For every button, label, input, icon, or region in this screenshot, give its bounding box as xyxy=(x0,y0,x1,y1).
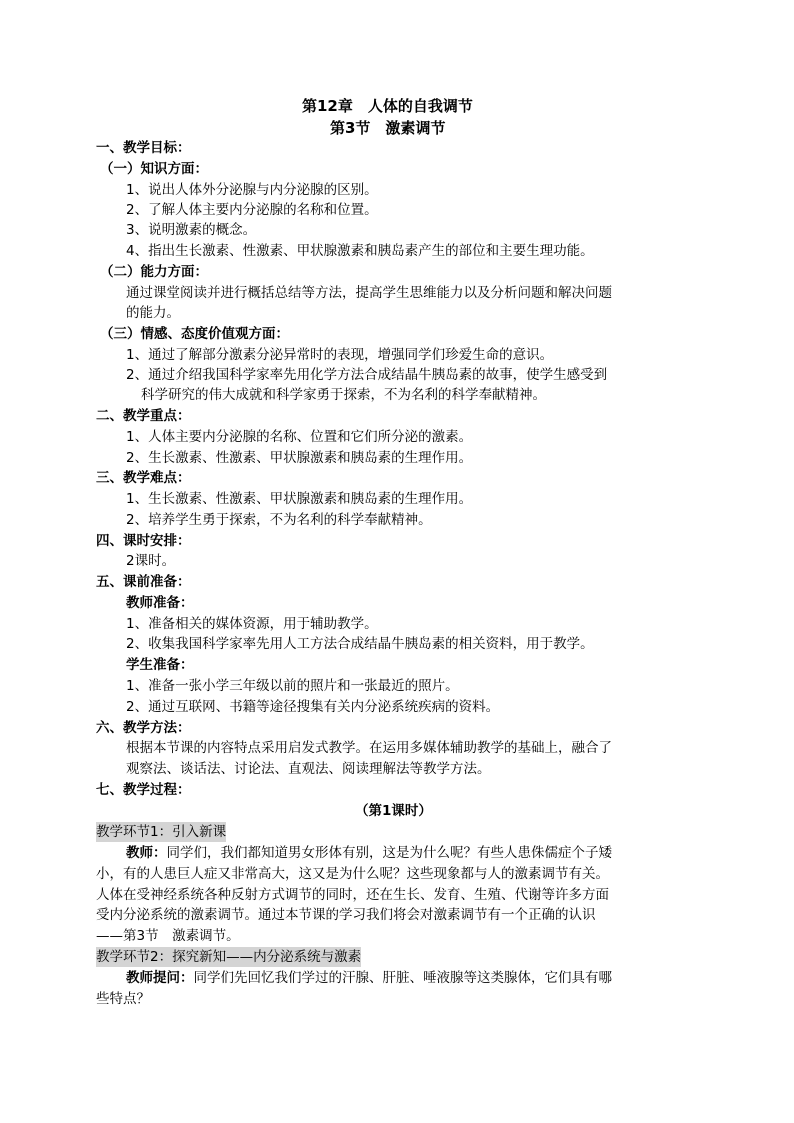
difficulty-item: 2、培养学生勇于探索，不为名利的科学奉献精神。 xyxy=(126,512,432,528)
heading-key-points: 二、教学重点： xyxy=(96,408,191,424)
teacher-prep-item: 1、准备相关的媒体资源，用于辅助教学。 xyxy=(126,616,378,632)
teacher-prep-label: 教师准备： xyxy=(126,595,194,611)
goal-item: 4、指出生长激素、性激素、甲状腺激素和胰岛素产生的部位和主要生理功能。 xyxy=(126,243,594,259)
step-label: 教学环节2：探究新知——内分泌系统与激素 xyxy=(96,949,362,965)
subheading-ability: （二）能力方面： xyxy=(100,264,208,280)
heading-methods: 六、教学方法： xyxy=(96,720,191,736)
emotion-item: 2、通过介绍我国科学家率先用化学方法合成结晶牛胰岛素的故事，使学生感受到 xyxy=(126,367,608,383)
methods-text: 根据本节课的内容特点采用启发式教学。在运用多媒体辅助教学的基础上，融合了 xyxy=(126,740,612,756)
goal-item: 1、说出人体外分泌腺与内分泌腺的区别。 xyxy=(126,182,378,198)
emotion-item: 1、通过了解部分激素分泌异常时的表现，增强同学们珍爱生命的意识。 xyxy=(126,347,554,363)
subheading-emotion: （三）情感、态度价值观方面： xyxy=(100,326,289,342)
schedule-text: 2课时。 xyxy=(126,553,176,569)
lesson-label: （第1课时） xyxy=(355,803,432,819)
heading-preparation: 五、课前准备： xyxy=(96,574,191,590)
heading-process: 七、教学过程： xyxy=(96,782,191,798)
student-prep-label: 学生准备： xyxy=(126,657,194,673)
heading-schedule: 四、课时安排： xyxy=(96,533,191,549)
dialogue-line xyxy=(126,968,612,988)
difficulty-item: 1、生长激素、性激素、甲状腺激素和胰岛素的生理作用。 xyxy=(126,491,473,507)
dialogue-line: 小，有的人患巨人症又非常高大，这又是为什么呢？这些现象都与人的激素调节有关。 xyxy=(96,866,609,882)
heading-teaching-goals: 一、教学目标： xyxy=(96,140,191,156)
step-label: 教学环节1：引入新课 xyxy=(96,824,227,840)
chapter-title: 第12章 人体的自我调节 xyxy=(302,97,473,115)
speaker-label: 教师提问： xyxy=(126,970,194,986)
speaker-label: 教师： xyxy=(126,845,167,861)
subheading-knowledge: （一）知识方面： xyxy=(100,161,208,177)
dialogue-line: 些特点？ xyxy=(96,991,150,1007)
dialogue-line: 人体在受神经系统各种反射方式调节的同时，还在生长、发育、生殖、代谢等许多方面 xyxy=(96,887,609,903)
key-point-item: 1、人体主要内分泌腺的名称、位置和它们所分泌的激素。 xyxy=(126,429,473,445)
dialogue-text: 同学们，我们都知道男女形体有别，这是为什么呢？有些人患侏儒症个子矮 xyxy=(166,845,612,861)
dialogue-line: ——第3节 激素调节。 xyxy=(96,928,240,944)
section-title: 第3节 激素调节 xyxy=(330,119,446,137)
dialogue-line xyxy=(126,843,612,863)
student-prep-item: 1、准备一张小学三年级以前的照片和一张最近的照片。 xyxy=(126,678,459,694)
ability-text: 通过课堂阅读并进行概括总结等方法，提高学生思维能力以及分析问题和解决问题 xyxy=(126,285,612,301)
emotion-item: 科学研究的伟大成就和科学家勇于探索，不为名利的科学奉献精神。 xyxy=(141,387,546,403)
ability-text: 的能力。 xyxy=(126,305,180,321)
teacher-prep-item: 2、收集我国科学家率先用人工方法合成结晶牛胰岛素的相关资料，用于教学。 xyxy=(126,636,594,652)
goal-item: 2、了解人体主要内分泌腺的名称和位置。 xyxy=(126,202,378,218)
student-prep-item: 2、通过互联网、书籍等途径搜集有关内分泌系统疾病的资料。 xyxy=(126,699,500,715)
methods-text: 观察法、谈话法、讨论法、直观法、阅读理解法等教学方法。 xyxy=(126,761,491,777)
key-point-item: 2、生长激素、性激素、甲状腺激素和胰岛素的生理作用。 xyxy=(126,450,473,466)
goal-item: 3、说明激素的概念。 xyxy=(126,222,257,238)
heading-difficulties: 三、教学难点： xyxy=(96,470,191,486)
dialogue-text: 同学们先回忆我们学过的汗腺、肝脏、唾液腺等这类腺体，它们具有哪 xyxy=(193,970,612,986)
dialogue-line: 受内分泌系统的激素调节。通过本节课的学习我们将会对激素调节有一个正确的认识 xyxy=(96,907,596,923)
